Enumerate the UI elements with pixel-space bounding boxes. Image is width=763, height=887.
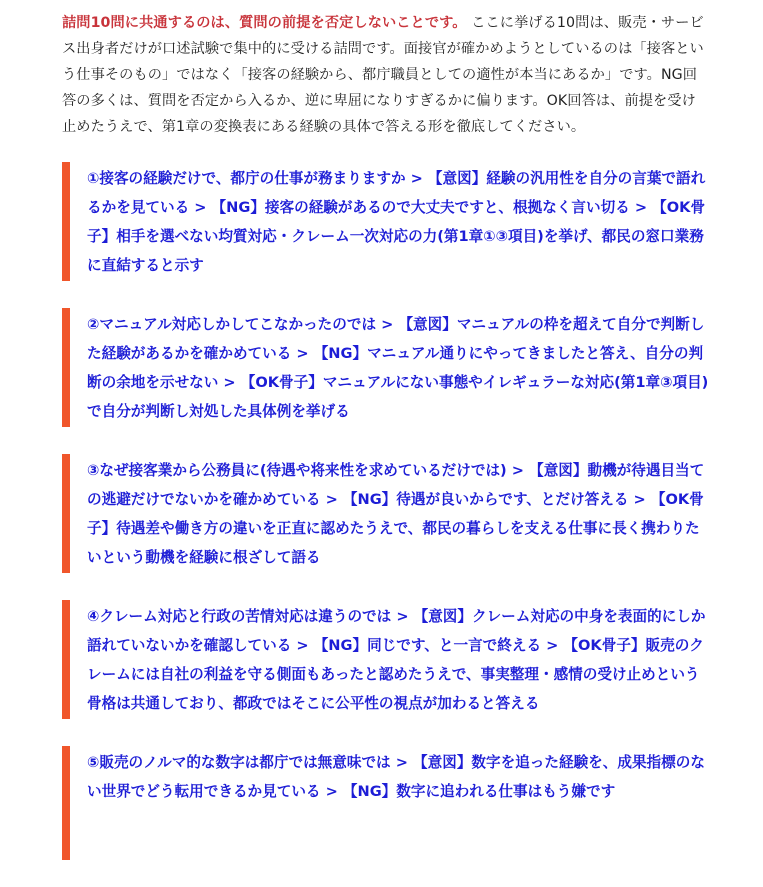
- question-text: ②マニュアル対応しかしてこなかったのでは > 【意図】マニュアルの枠を超えて自分で判断した経験があるかを確かめている > 【NG】マニュアル通りにやってきましたと答え、自分の判断の余地を示せない > 【OK骨子】マニュアルにない事態やイレギュラーな対応(第1章③項目)で自分が判断し対処した具体例を挙げる: [87, 316, 709, 420]
- question-block-2: [62, 308, 712, 427]
- intro-body: ここに挙げる10問は、販売・サービス出身者だけが口述試験で集中的に受ける詰問です。面接官が確かめようとしているのは「接客という仕事そのもの」ではなく「接客の経験から、都庁職員としての適性が本当にあるか」です。NG回答の多くは、質問を否定から入るか、逆に卑屈になりすぎるかに偏ります。OK回答は、前提を受け止めたうえで、第1章の変換表にある経験の具体で答える形を徹底してください。: [62, 15, 704, 135]
- question-block-5: [62, 746, 712, 860]
- question-block-3: [62, 454, 712, 573]
- intro-paragraph: [62, 10, 710, 140]
- question-text: ④クレーム対応と行政の苦情対応は違うのでは > 【意図】クレーム対応の中身を表面的にしか語れていないかを確認している > 【NG】同じです、と一言で終える > 【OK骨子】販売のクレームには自社の利益を守る側面もあったと認めたうえで、事実整理・感情の受け止めという骨格は共通しており、都政ではそこに公平性の視点が加わると答える: [87, 608, 706, 712]
- question-text: ①接客の経験だけで、都庁の仕事が務まりますか > 【意図】経験の汎用性を自分の言葉で語れるかを見ている > 【NG】接客の経験があるので大丈夫ですと、根拠なく言い切る > 【OK骨子】相手を選べない均質対応・クレーム一次対応の力(第1章①③項目)を挙げ、都民の窓口業務に直結すると示す: [87, 170, 706, 274]
- intro-lead: 詰問10問に共通するのは、質問の前提を否定しないことです。: [62, 15, 467, 31]
- question-text: ⑤販売のノルマ的な数字は都庁では無意味では > 【意図】数字を追った経験を、成果指標のない世界でどう転用できるか見ている > 【NG】数字に追われる仕事はもう嫌です: [87, 754, 705, 800]
- question-block-4: [62, 600, 712, 719]
- question-list: [62, 162, 712, 887]
- question-text: ③なぜ接客業から公務員に(待遇や将来性を求めているだけでは) > 【意図】動機が待遇目当ての逃避だけでないかを確かめている > 【NG】待遇が良いからです、とだけ答える > 【OK骨子】待遇差や働き方の違いを正直に認めたうえで、都民の暮らしを支える仕事に長く携わりたいという動機を経験に根ざして語る: [87, 462, 705, 566]
- question-block-1: [62, 162, 712, 281]
